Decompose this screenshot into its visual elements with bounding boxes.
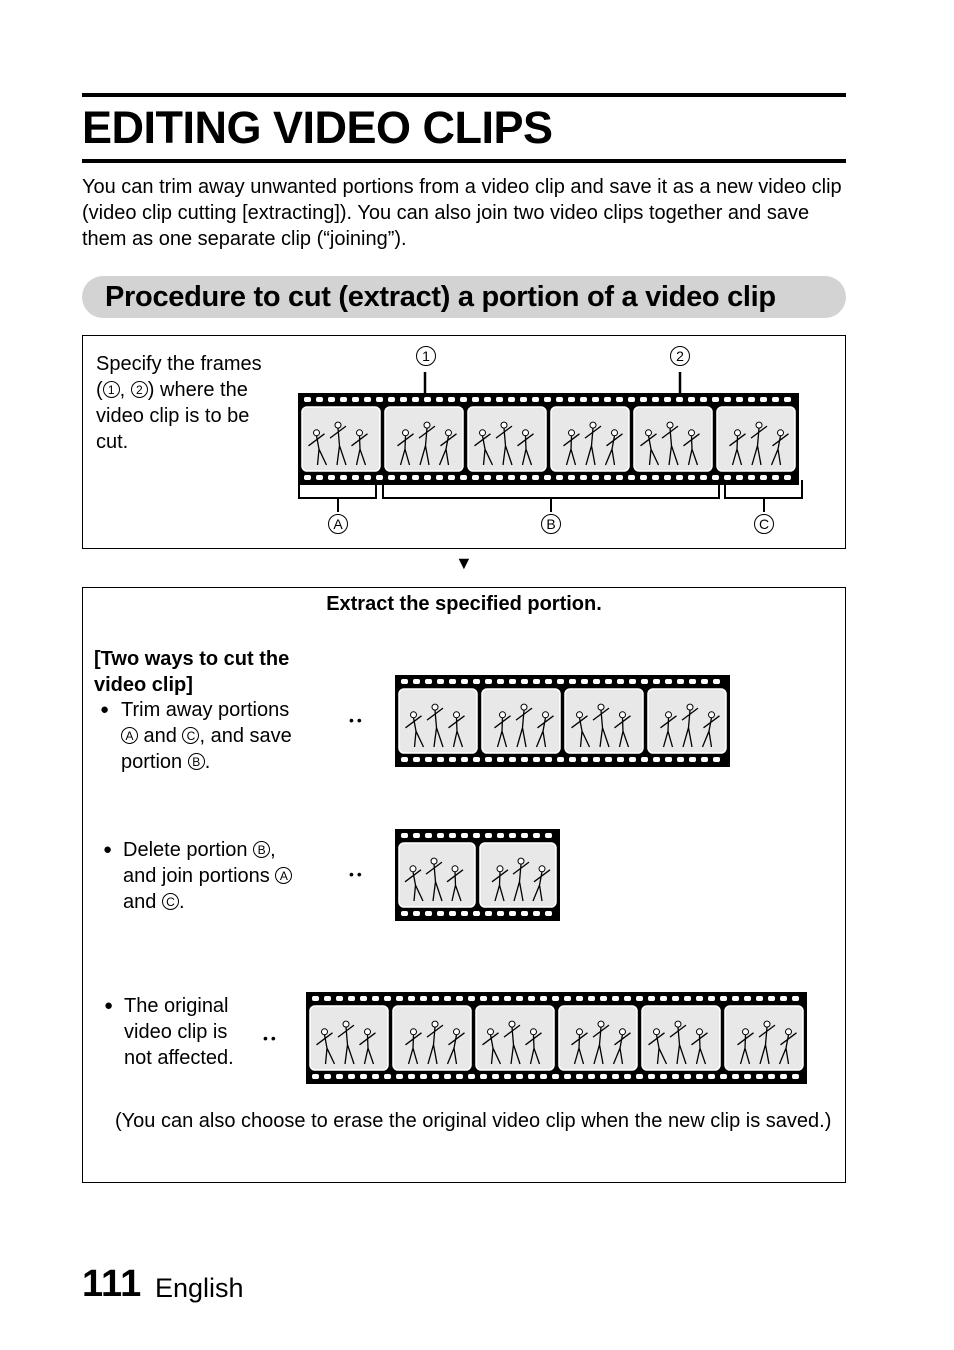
page-language: English — [155, 1273, 244, 1303]
filmstrip-graphic — [298, 393, 799, 485]
portion-c-label: C — [754, 514, 774, 536]
page-title: EDITING VIDEO CLIPS — [82, 102, 553, 153]
marker-1: 1 — [103, 381, 120, 398]
filmstrip-trimmed — [395, 675, 730, 772]
original-text: The original video clip is not affected. — [124, 995, 234, 1069]
portion-a-label: A — [328, 514, 348, 536]
filmstrip-original — [298, 393, 799, 490]
filmstrip-graphic — [395, 829, 560, 921]
portion-b-label: B — [541, 514, 561, 536]
bullet-2: ● — [103, 841, 113, 858]
filmstrip-joined — [395, 829, 560, 926]
step1-text: Specify the frames ( 1 , 2 ) where the video clip is to be cut. — [96, 353, 262, 453]
erase-note: (You can also choose to erase the original video clip when the new clip is saved.) — [115, 1110, 832, 1132]
intro-paragraph: You can trim away unwanted portions from a video clip and save it as a new video clip (video clip cutting [extracting]). You can also join two video clips together and save them as one separate clip (“joining”). — [82, 176, 842, 250]
step2-heading: Extract the specified portion. — [326, 593, 602, 615]
way1-text: Trim away portions A and C , and save portion B . — [121, 699, 292, 773]
separator-dots-3: •• — [263, 1030, 279, 1046]
frame-marker-2: 2 — [670, 346, 690, 368]
filmstrip-graphic — [395, 675, 730, 767]
separator-dots-2: •• — [349, 866, 365, 882]
marker-2: 2 — [131, 381, 148, 398]
section-heading: Procedure to cut (extract) a portion of a video clip — [105, 281, 776, 313]
page-number: 111 — [82, 1263, 142, 1305]
filmstrip-graphic — [306, 992, 807, 1084]
way2-text: Delete portion B , and join portions A and C . — [123, 837, 343, 915]
filmstrip-unchanged — [306, 992, 807, 1089]
marker-arrows — [0, 0, 954, 600]
two-ways-heading: [Two ways to cut the video clip] — [94, 648, 290, 696]
bullet-3: ● — [104, 997, 114, 1014]
bullet-1: ● — [100, 701, 110, 718]
frame-marker-1: 1 — [416, 346, 436, 368]
separator-dots-1: •• — [349, 712, 365, 728]
down-arrow-icon: ▼ — [455, 553, 473, 573]
